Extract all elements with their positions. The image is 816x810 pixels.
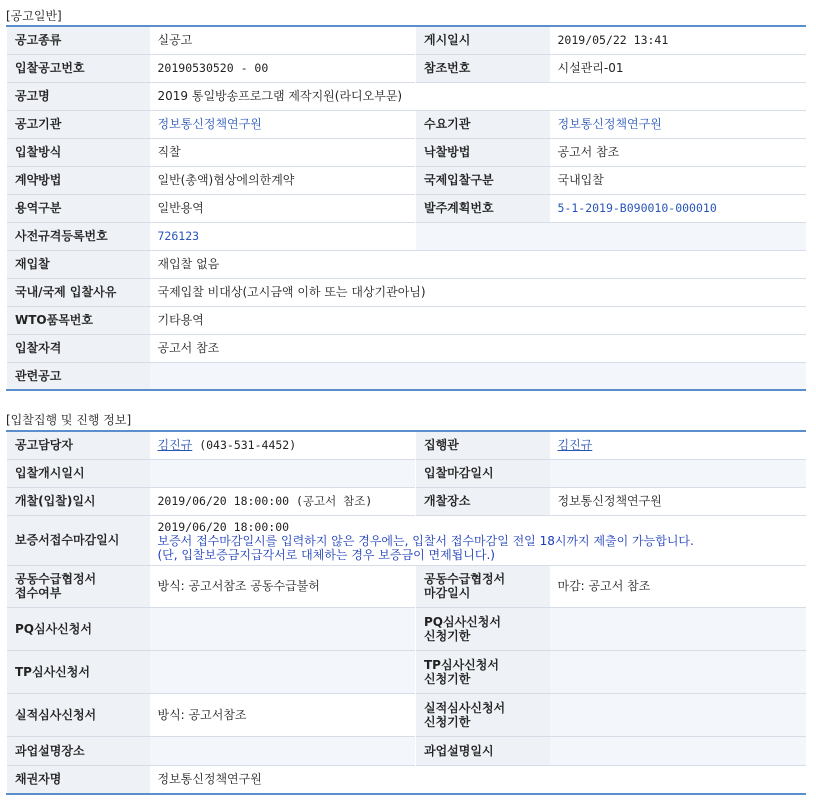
posted-at-label: 게시일시: [416, 26, 550, 54]
table-row: [7, 26, 806, 54]
issuer-link[interactable]: 정보통신정책연구원: [157, 117, 262, 131]
deposit-note: 보증서 접수마감일시를 입력하지 않은 경우에는, 입찰서 접수마감일 전일 18시까지 제출이 가능합니다.: [157, 534, 694, 548]
opening-place-label: 개찰장소: [416, 487, 550, 515]
officer-name-link[interactable]: 김진규: [157, 438, 193, 453]
service-type-value: 일반용역: [150, 194, 416, 222]
perf-label: 실적심사신청서: [7, 693, 150, 736]
joint-submit-value: 방식: 공고서참조 공동수급불허: [150, 565, 416, 607]
pq-label: PQ심사신청서: [7, 607, 150, 650]
bid-close-value: [550, 459, 806, 487]
related-label: 관련공고: [7, 362, 150, 390]
intl-bid-value: 국내입찰: [550, 166, 806, 194]
ref-no-label: 참조번호: [416, 54, 550, 82]
table-row: [7, 487, 806, 515]
ref-no-value: 시설관리-01: [550, 54, 806, 82]
table-row: [7, 736, 806, 765]
table-row: [7, 765, 806, 794]
issuer-label: 공고기관: [7, 110, 150, 138]
briefing-place-value: [150, 736, 416, 765]
section-title-general: [공고일반]: [6, 9, 62, 23]
bid-no-value: 20190530520 - 00: [150, 54, 416, 82]
tp-deadline-value: [550, 650, 806, 693]
perf-value: 방식: 공고서참조: [150, 693, 416, 736]
table-row: [7, 693, 806, 736]
rebid-label: 재입찰: [7, 250, 150, 278]
creditor-label: 채권자명: [7, 765, 150, 794]
qualification-label: 입찰자격: [7, 334, 150, 362]
deposit-note-exemption: (단, 입찰보증금지급각서로 대체하는 경우 보증금이 면제됩니다.): [157, 548, 495, 562]
related-value: [150, 362, 806, 390]
qualification-value: 공고서 참조: [150, 334, 806, 362]
demand-label: 수요기관: [416, 110, 550, 138]
demand-link[interactable]: 정보통신정책연구원: [557, 117, 662, 131]
joint-submit-label: 공동수급협정서 접수여부: [7, 565, 150, 607]
notice-type-label: 공고종류: [7, 26, 150, 54]
table-row: [7, 166, 806, 194]
joint-deadline-value: 마감: 공고서 참조: [550, 565, 806, 607]
opening-value: 2019/06/20 18:00:00 (공고서 참조): [150, 487, 416, 515]
service-type-label: 용역구분: [7, 194, 150, 222]
table-row: [7, 306, 806, 334]
table-row: [7, 431, 806, 459]
order-plan-no-label: 발주계획번호: [416, 194, 550, 222]
officer-label: 공고담당자: [7, 431, 150, 459]
section-title-execution: [입찰집행 및 진행 정보]: [6, 413, 132, 427]
wto-value: 기타용역: [150, 306, 806, 334]
table-row: [7, 54, 806, 82]
table-row: [7, 565, 806, 607]
contract-method-value: 일반(총액)협상에의한계약: [150, 166, 416, 194]
bid-open-label: 입찰개시일시: [7, 459, 150, 487]
award-method-label: 낙찰방법: [416, 138, 550, 166]
bid-method-label: 입찰방식: [7, 138, 150, 166]
prespec-no-label: 사전규격등록번호: [7, 222, 150, 250]
table-row: [7, 334, 806, 362]
table-row: [7, 278, 806, 306]
perf-deadline-value: [550, 693, 806, 736]
officer-phone: (043-531-4452): [192, 438, 297, 453]
executor-link[interactable]: 김진규: [557, 438, 593, 453]
pq-deadline-label: PQ심사신청서 신청기한: [416, 607, 550, 650]
perf-deadline-label: 실적심사신청서 신청기한: [416, 693, 550, 736]
general-info-table: [6, 25, 806, 391]
notice-name-value: 2019 통일방송프로그램 제작지원(라디오부문): [150, 82, 806, 110]
table-row: [7, 138, 806, 166]
opening-label: 개찰(입찰)일시: [7, 487, 150, 515]
table-row: [7, 222, 806, 250]
table-row: [7, 194, 806, 222]
table-row: [7, 607, 806, 650]
deposit-label: 보증서접수마감일시: [7, 515, 150, 565]
tp-label: TP심사신청서: [7, 650, 150, 693]
pq-value: [150, 607, 416, 650]
bid-open-value: [150, 459, 416, 487]
executor-label: 집행관: [416, 431, 550, 459]
empty-cell: [416, 222, 806, 250]
table-row: [7, 110, 806, 138]
wto-label: WTO품목번호: [7, 306, 150, 334]
table-row: [7, 362, 806, 390]
bid-close-label: 입찰마감일시: [416, 459, 550, 487]
rebid-value: 재입찰 없음: [150, 250, 806, 278]
briefing-time-label: 과업설명일시: [416, 736, 550, 765]
deposit-date: 2019/06/20 18:00:00: [157, 520, 290, 534]
opening-place-value: 정보통신정책연구원: [550, 487, 806, 515]
order-plan-no-link[interactable]: 5-1-2019-B090010-000010: [557, 201, 717, 215]
briefing-time-value: [550, 736, 806, 765]
pq-deadline-value: [550, 607, 806, 650]
table-row: [7, 250, 806, 278]
award-method-value: 공고서 참조: [550, 138, 806, 166]
intl-reason-value: 국제입찰 비대상(고시금액 이하 또는 대상기관아님): [150, 278, 806, 306]
bid-method-value: 직찰: [150, 138, 416, 166]
posted-at-value: 2019/05/22 13:41: [550, 26, 806, 54]
table-row: [7, 650, 806, 693]
table-row: [7, 459, 806, 487]
tp-deadline-label: TP심사신청서 신청기한: [416, 650, 550, 693]
contract-method-label: 계약방법: [7, 166, 150, 194]
briefing-place-label: 과업설명장소: [7, 736, 150, 765]
table-row: [7, 515, 806, 565]
bid-no-label: 입찰공고번호: [7, 54, 150, 82]
notice-type-value: 실공고: [150, 26, 416, 54]
intl-reason-label: 국내/국제 입찰사유: [7, 278, 150, 306]
tp-value: [150, 650, 416, 693]
execution-info-table: [6, 430, 806, 795]
intl-bid-label: 국제입찰구분: [416, 166, 550, 194]
notice-name-label: 공고명: [7, 82, 150, 110]
joint-deadline-label: 공동수급협정서 마감일시: [416, 565, 550, 607]
table-row: [7, 82, 806, 110]
creditor-value: 정보통신정책연구원: [150, 765, 806, 794]
prespec-no-link[interactable]: 726123: [157, 229, 200, 243]
